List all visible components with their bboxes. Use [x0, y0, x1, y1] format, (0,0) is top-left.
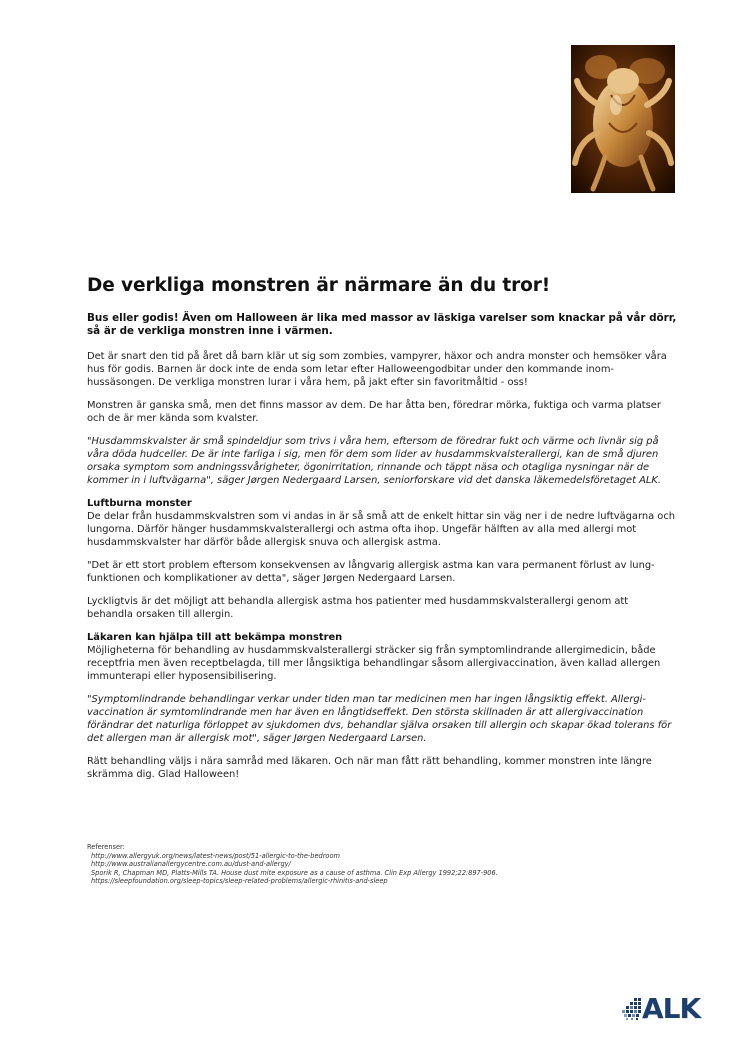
quote-expert-1: "Husdammskvalster är små spindeldjur som trivs i våra hem, eftersom de föredrar fukt och värme och livnär sig på våra döda hudceller. De är inte farliga i sig, men för dem som lider av husdammskvalsterallergi, kan de små djuren orsaka symptom som andningssvårigheter, ögonirritation, rinnande och täppt näsa och otagliga nysningar när de kommer in i luftvägarna", säger Jørgen Nedergaard Larsen, seniorforskare vid det danska läkemedelsföretaget ALK. — [87, 436, 662, 486]
paragraph-airways: De delar från husdammskvalstren som vi andas in är så små att de enkelt hittar sin väg ner i de nedre luftvägarna och lungorna. Därför hänger husdammskvalsterallergi och astma ofta ihop. Ungefär hälften av alla med allergi mot husdammskvalster har därför både allergisk snuva och allergisk astma. — [87, 511, 676, 548]
dust-mite-illustration — [571, 45, 675, 193]
article-title: De verkliga monstren är närmare än du tror! — [87, 275, 551, 296]
reference-link[interactable]: https://sleepfoundation.org/sleep-topics/sleep-related-problems/allergic-rhinitis-and-sleep — [91, 877, 388, 885]
references-heading: Referenser: — [87, 843, 125, 851]
alk-logo-text: ALK — [642, 992, 701, 1025]
paragraph-treatment-options: Möjligheterna för behandling av husdammskvalsterallergi sträcker sig från symptomlindrande allergimedicin, både receptfria men även receptbelagda, till mer långsiktiga behandlingar såsom allergivaccination, även kallad allergen immunterapi eller hyposensibilisering. — [87, 645, 661, 682]
reference-citation: Sporik R, Chapman MD, Platts-Mills TA. House dust mite exposure as a cause of asthma. Clin Exp Allergy 1992;22:897-906. — [91, 868, 498, 877]
alk-logo-mark-icon — [622, 996, 642, 1022]
paragraph-closing: Rätt behandling väljs i nära samråd med läkaren. Och när man fått rätt behandling, kommer monstren inte längre skrämma dig. Glad Halloween! — [87, 756, 652, 780]
paragraph-intro: Det är snart den tid på året då barn klär ut sig som zombies, vampyrer, häxor och andra monster och hemsöker våra hus för godis. Barnen är dock inte de enda som letar efter Halloweengodbitar under den kommande inom-hussäsongen. De verkliga monstren lurar i våra hem, på jakt efter sin favoritmåltid - oss! — [87, 351, 667, 388]
references — [87, 843, 587, 886]
paragraph-treatment-possible: Lyckligtvis är det möjligt att behandla allergisk astma hos patienter med husdammskvalsterallergi genom att behandla orsaken till allergin. — [87, 596, 629, 620]
alk-logo — [622, 993, 718, 1025]
subheading-airborne: Luftburna monster — [87, 498, 192, 509]
paragraph-mites: Monstren är ganska små, men det finns massor av dem. De har åtta ben, föredrar mörka, fuktiga och varma platser och de är mer kända som kvalster. — [87, 400, 661, 424]
reference-link[interactable]: http://www.allergyuk.org/news/latest-news/post/51-allergic-to-the-bedroom — [91, 851, 340, 860]
article-lead: Bus eller godis! Även om Halloween är lika med massor av läskiga varelser som knackar på vår dörr, så är de verkliga monstren inne i värmen. — [87, 312, 677, 337]
quote-expert-2: "Symptomlindrande behandlingar verkar under tiden man tar medicinen men har ingen långsiktig effekt. Allergi-vaccination är symtomlindrande men har även en långtidseffekt. Den största skillnaden är att allergivaccination förändrar det naturliga förloppet av sjukdomen dvs, behandlar själva orsaken till allergin och skapar ökad tolerans för det allergen man är allergisk mot", säger Jørgen Nedergaard Larsen. — [87, 694, 672, 744]
paragraph-asthma-quote: "Det är ett stort problem eftersom konsekvensen av långvarig allergisk astma kan vara permanent förlust av lung-funktionen och komplikationer av detta", säger Jørgen Nedergaard Larsen. — [87, 560, 655, 584]
dust-mite-photo — [571, 45, 675, 193]
reference-link[interactable]: http://www.australianallergycentre.com.au/dust-and-allergy/ — [91, 860, 291, 868]
article — [87, 274, 677, 791]
subheading-doctor: Läkaren kan hjälpa till att bekämpa monstren — [87, 632, 343, 643]
